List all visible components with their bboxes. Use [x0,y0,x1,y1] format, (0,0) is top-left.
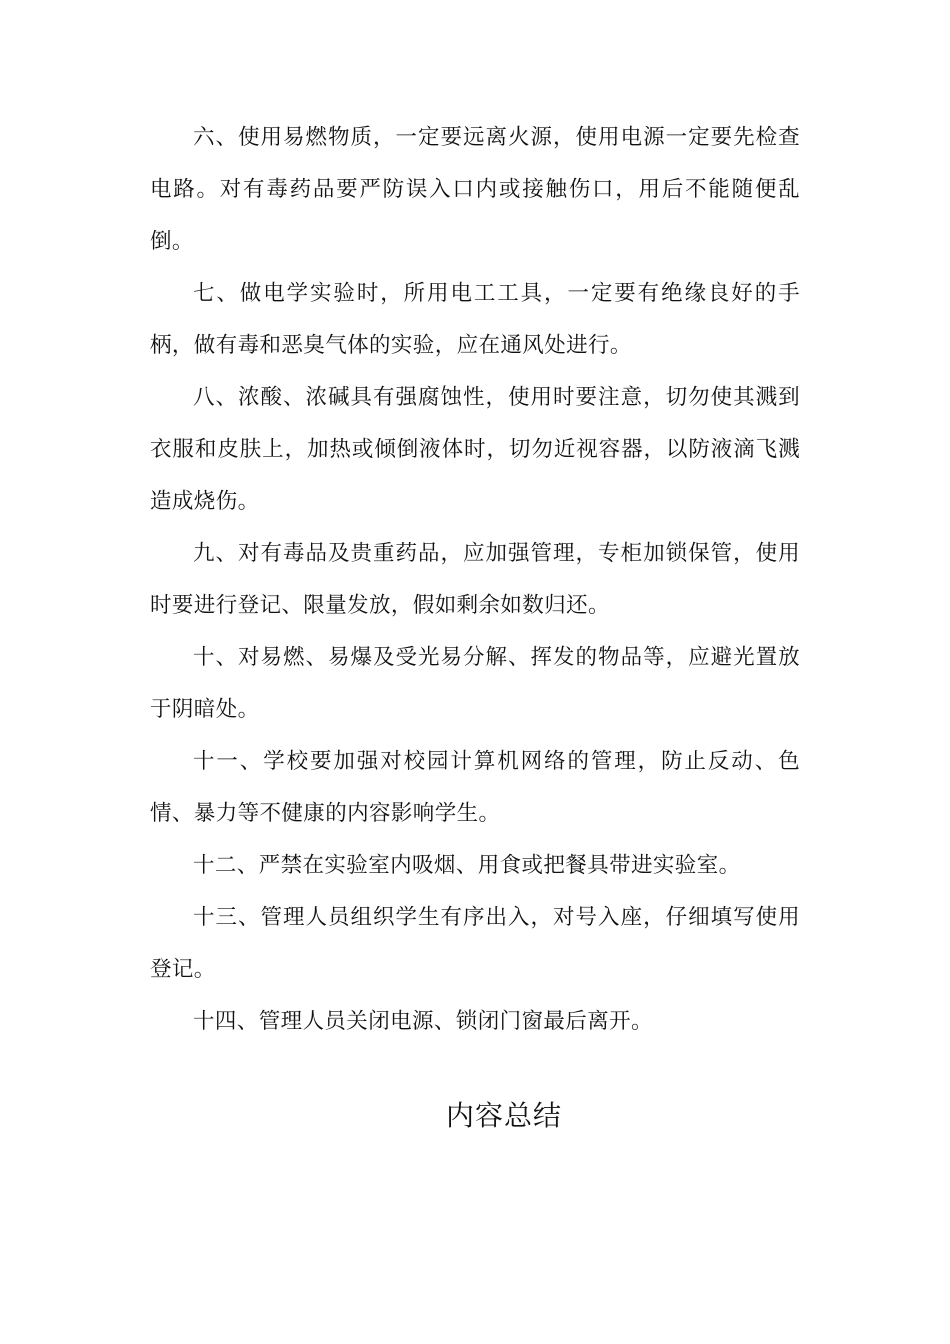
paragraph-item-8: 八、浓酸、浓碱具有强腐蚀性，使用时要注意，切勿使其溅到衣服和皮肤上，加热或倾倒液体时，切勿近视容器，以防液滴飞溅造成烧伤。 [150,385,800,514]
paragraph-item-13: 十三、管理人员组织学生有序出入，对号入座，仔细填写使用登记。 [150,905,800,982]
paragraph-item-12: 十二、严禁在实验室内吸烟、用食或把餐具带进实验室。 [193,853,741,878]
document-body [150,112,800,1048]
paragraph-item-9: 九、对有毒品及贵重药品，应加强管理，专柜加锁保管，使用时要进行登记、限量发放，假如剩余如数归还。 [150,541,800,618]
paragraph-item-7: 七、做电学实验时，所用电工工具，一定要有绝缘良好的手柄，做有毒和恶臭气体的实验，应在通风处进行。 [150,281,800,358]
paragraph-item-10: 十、对易燃、易爆及受光易分解、挥发的物品等，应避光置放于阴暗处。 [150,645,800,722]
paragraph-item-14: 十四、管理人员关闭电源、锁闭门窗最后离开。 [193,1009,653,1034]
paragraph-item-11: 十一、学校要加强对校园计算机网络的管理，防止反动、色情、暴力等不健康的内容影响学生。 [150,749,800,826]
summary-heading: 内容总结 [445,1099,562,1132]
paragraph-item-6: 六、使用易燃物质，一定要远离火源，使用电源一定要先检查电路。对有毒药品要严防误入口内或接触伤口，用后不能随便乱倒。 [150,125,800,254]
